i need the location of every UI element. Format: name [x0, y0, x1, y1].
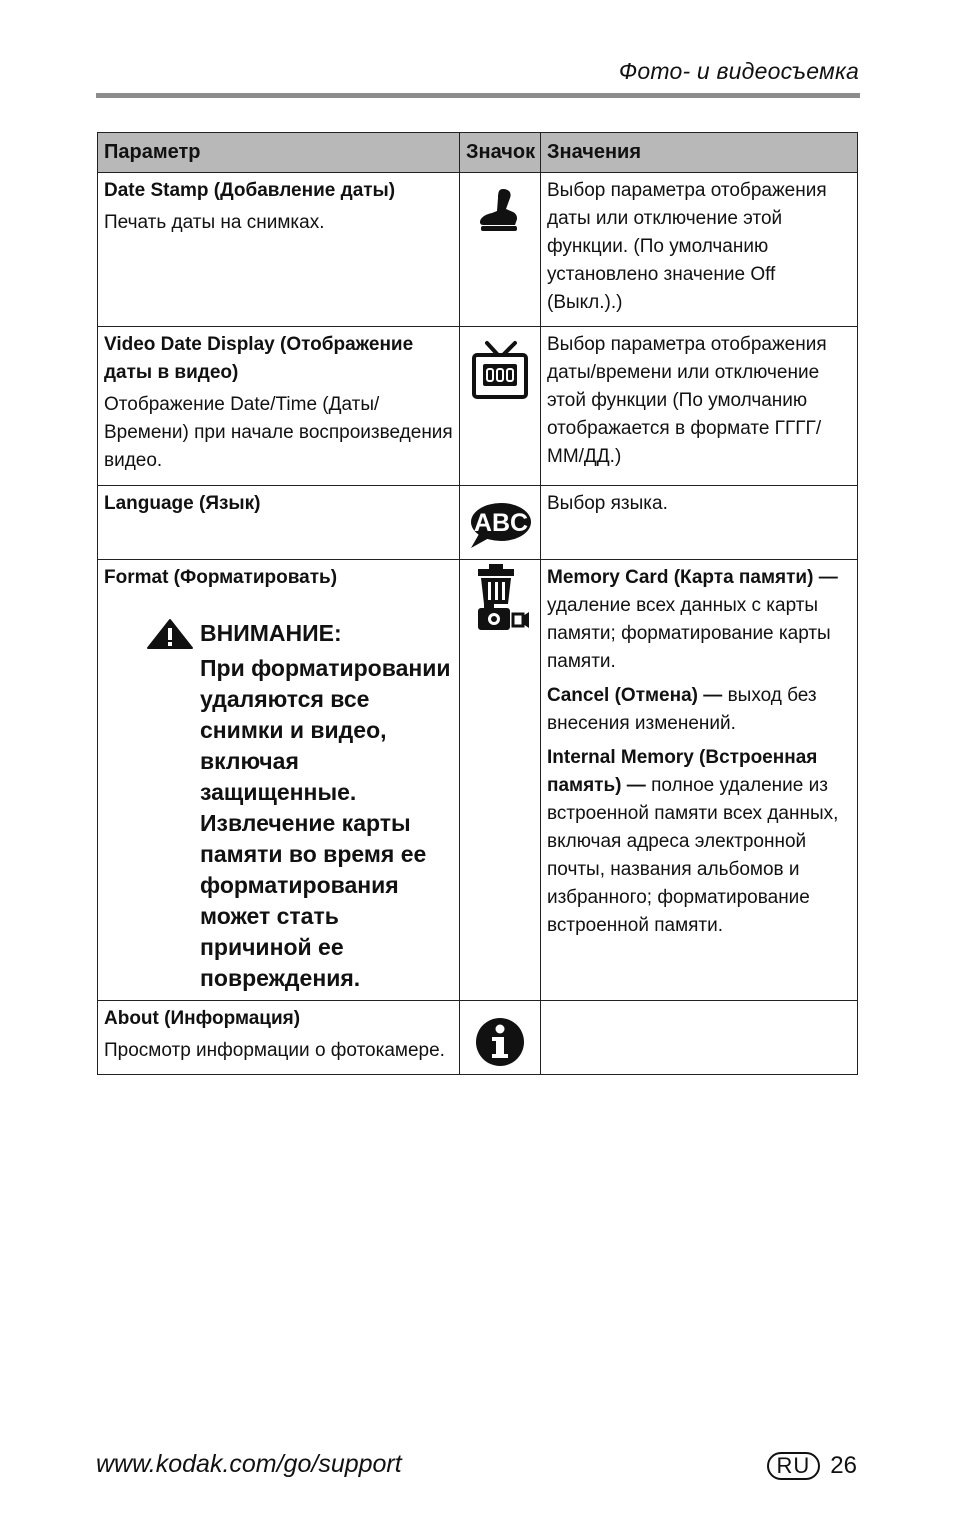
table-row	[98, 173, 858, 327]
caution-text: При форматировании удаляются все снимки и видео, включая защищенные. Извлечение карты памяти во время ее форматирования может стать причиной ее повреждения.	[200, 655, 451, 991]
column-header-parameter: Параметр	[98, 133, 460, 173]
value-item	[547, 564, 851, 676]
values-text: Выбор параметра отображения даты/времени или отключение этой функции (По умолчанию отображается в формате ГГГГ/ММ/ДД.)	[547, 334, 827, 467]
parameter-name: About (Информация)	[104, 1008, 301, 1029]
table-row	[98, 327, 858, 486]
value-term: Memory Card (Карта памяти) —	[547, 567, 838, 588]
value-term: Internal Memory (Встроенная память) —	[547, 747, 818, 796]
header-divider	[96, 93, 860, 98]
parameter-description: Отображение Date/Time (Даты/Времени) при начале воспроизведения видео.	[104, 394, 453, 471]
parameter-name: Format (Форматировать)	[104, 567, 338, 588]
value-item	[547, 744, 851, 940]
format-trash-icon	[470, 564, 530, 634]
parameter-name: Video Date Display (Отображение даты в видео)	[104, 334, 414, 383]
value-description: удаление всех данных с карты памяти; форматирование карты памяти.	[547, 595, 831, 672]
date-stamp-icon	[475, 185, 525, 235]
svg-text:ABC: ABC	[473, 509, 529, 537]
column-header-icon: Значок	[460, 133, 541, 173]
column-header-values: Значения	[541, 133, 858, 173]
language-abc-icon	[467, 500, 533, 550]
parameter-name: Language (Язык)	[104, 493, 261, 514]
parameter-description: Печать даты на снимках.	[104, 212, 325, 233]
icon-cell	[460, 1001, 541, 1075]
caution-block	[140, 618, 453, 994]
parameter-cell	[98, 486, 460, 560]
parameter-cell	[98, 1001, 460, 1075]
values-cell	[541, 560, 858, 1001]
value-term: Cancel (Отмена) —	[547, 685, 723, 706]
value-description: выход без внесения изменений.	[547, 685, 817, 734]
table-row	[98, 1001, 858, 1075]
values-text: Выбор параметра отображения даты или отключение этой функции. (По умолчанию установлено значение Off (Выкл.).)	[547, 180, 827, 313]
values-cell	[541, 173, 858, 327]
settings-table	[97, 132, 858, 1075]
parameter-cell	[98, 560, 460, 1001]
parameter-description: Просмотр информации о фотокамере.	[104, 1040, 445, 1061]
icon-cell	[460, 327, 541, 486]
warning-icon	[146, 618, 194, 650]
table-row	[98, 560, 858, 1001]
page-footer	[767, 1452, 857, 1480]
parameter-cell	[98, 327, 460, 486]
parameter-cell	[98, 173, 460, 327]
table-header-row	[98, 133, 858, 173]
parameter-name: Date Stamp (Добавление даты)	[104, 180, 396, 201]
tv-date-icon	[470, 339, 530, 401]
page-header-title: Фото- и видеосъемка	[618, 58, 859, 84]
support-url: www.kodak.com/go/support	[96, 1450, 402, 1478]
page-number: 26	[830, 1452, 857, 1479]
icon-cell	[460, 486, 541, 560]
value-description: полное удаление из встроенной памяти всех данных, включая адреса электронной почты, названия альбомов и избранного; форматирование встроенной памяти.	[547, 775, 839, 936]
info-icon	[475, 1017, 525, 1067]
caution-title: ВНИМАНИЕ:	[200, 620, 342, 646]
values-cell	[541, 486, 858, 560]
table-row	[98, 486, 858, 560]
icon-cell	[460, 173, 541, 327]
values-text: Выбор языка.	[547, 493, 668, 514]
value-item	[547, 682, 851, 738]
icon-cell	[460, 560, 541, 1001]
values-cell	[541, 327, 858, 486]
language-badge: RU	[767, 1452, 821, 1480]
values-cell	[541, 1001, 858, 1075]
